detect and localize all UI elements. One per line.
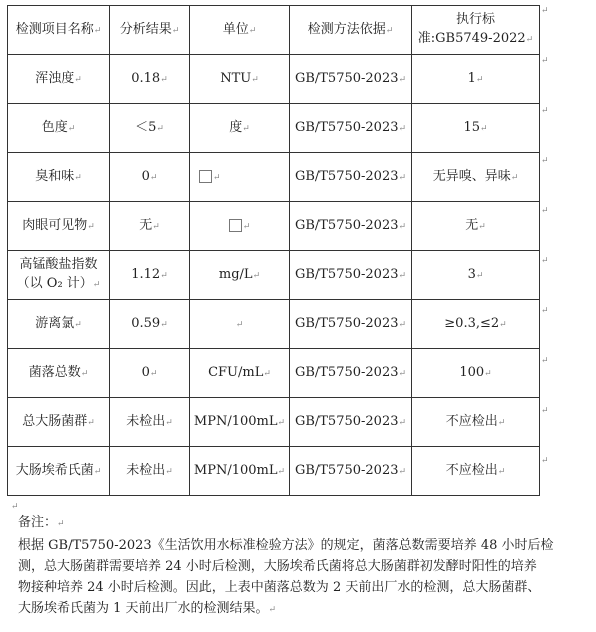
cell-limit: 100↵ — [412, 349, 540, 398]
cell-method: GB/T5750-2023↵ — [290, 349, 412, 398]
cell-unit: mg/L↵ — [190, 251, 290, 300]
table-row — [8, 447, 540, 496]
cell-item: 浑浊度↵ — [8, 55, 110, 104]
notes-line: 大肠埃希氏菌为 1 天前出厂水的检测结果。↵ — [18, 601, 277, 616]
table-row — [8, 349, 540, 398]
cell-limit: 无异嗅、异味↵ — [412, 153, 540, 202]
row-end-mark: ↵ — [541, 156, 549, 166]
header-result: 分析结果↵ — [110, 6, 190, 55]
header-method: 检测方法依据↵ — [290, 6, 412, 55]
cell-item: 大肠埃希氏菌↵ — [8, 447, 110, 496]
cell-item: 高锰酸盐指数 （以 O₂ 计）↵ — [8, 251, 110, 300]
cell-unit: NTU↵ — [190, 55, 290, 104]
cell-item: 肉眼可见物↵ — [8, 202, 110, 251]
table-row — [8, 153, 540, 202]
cell-method: GB/T5750-2023↵ — [290, 447, 412, 496]
table-row — [8, 398, 540, 447]
notes-line: 物接种培养 24 小时后检测。因此，上表中菌落总数为 2 天前出厂水的检测，总大肠菌群、 — [18, 580, 541, 595]
cell-unit: ↵ — [190, 202, 290, 251]
cell-result: 无↵ — [110, 202, 190, 251]
cell-limit: 不应检出↵ — [412, 447, 540, 496]
cell-unit: CFU/mL↵ — [190, 349, 290, 398]
cell-result: 未检出↵ — [110, 447, 190, 496]
row-end-mark: ↵ — [541, 106, 549, 116]
checkbox-icon — [229, 219, 242, 232]
cell-method: GB/T5750-2023↵ — [290, 104, 412, 153]
table-row — [8, 104, 540, 153]
cell-item: 臭和味↵ — [8, 153, 110, 202]
row-end-mark: ↵ — [541, 356, 549, 366]
cell-unit: MPN/100mL↵ — [190, 398, 290, 447]
cell-limit: 1↵ — [412, 55, 540, 104]
table-row — [8, 251, 540, 300]
cell-limit: 不应检出↵ — [412, 398, 540, 447]
cell-method: GB/T5750-2023↵ — [290, 398, 412, 447]
cell-result: 0↵ — [110, 153, 190, 202]
cell-unit: ↵ — [190, 300, 290, 349]
cell-limit: ≥0.3,≤2↵ — [412, 300, 540, 349]
cell-limit: 无↵ — [412, 202, 540, 251]
cell-result: 0↵ — [110, 349, 190, 398]
cell-unit: MPN/100mL↵ — [190, 447, 290, 496]
notes-section — [18, 512, 586, 621]
cell-result: ＜5↵ — [110, 104, 190, 153]
row-end-mark: ↵ — [541, 6, 549, 16]
row-end-mark: ↵ — [541, 56, 549, 66]
cell-item: 游离氯↵ — [8, 300, 110, 349]
table-row — [8, 202, 540, 251]
row-end-mark: ↵ — [541, 456, 549, 466]
notes-line: 测，总大肠菌群需要培养 24 小时后检测，大肠埃希氏菌将总大肠菌群初发酵时阳性的培养 — [18, 559, 537, 574]
table-row — [8, 55, 540, 104]
water-quality-table — [7, 5, 540, 496]
table-row — [8, 300, 540, 349]
cell-result: 0.59↵ — [110, 300, 190, 349]
cell-method: GB/T5750-2023↵ — [290, 300, 412, 349]
cell-result: 1.12↵ — [110, 251, 190, 300]
cell-item: 菌落总数↵ — [8, 349, 110, 398]
paragraph-mark: ↵ — [11, 502, 19, 512]
header-unit: 单位↵ — [190, 6, 290, 55]
cell-unit: 度↵ — [190, 104, 290, 153]
cell-unit: ↵ — [190, 153, 290, 202]
header-standard: 执行标 准:GB5749-2022↵ — [412, 6, 540, 55]
cell-limit: 3↵ — [412, 251, 540, 300]
table-header-row — [8, 6, 540, 55]
row-end-mark: ↵ — [541, 256, 549, 266]
cell-result: 未检出↵ — [110, 398, 190, 447]
cell-result: 0.18↵ — [110, 55, 190, 104]
row-end-mark: ↵ — [541, 306, 549, 316]
header-item: 检测项目名称↵ — [8, 6, 110, 55]
notes-line: 根据 GB/T5750-2023《生活饮用水标准检验方法》的规定，菌落总数需要培养 48 小时后检 — [18, 538, 554, 553]
cell-method: GB/T5750-2023↵ — [290, 55, 412, 104]
cell-item: 总大肠菌群↵ — [8, 398, 110, 447]
cell-method: GB/T5750-2023↵ — [290, 202, 412, 251]
cell-item: 色度↵ — [8, 104, 110, 153]
row-end-mark: ↵ — [541, 206, 549, 216]
notes-label: 备注：↵ — [18, 515, 65, 530]
cell-limit: 15↵ — [412, 104, 540, 153]
checkbox-icon — [199, 170, 212, 183]
cell-method: GB/T5750-2023↵ — [290, 153, 412, 202]
row-end-mark: ↵ — [541, 406, 549, 416]
cell-method: GB/T5750-2023↵ — [290, 251, 412, 300]
